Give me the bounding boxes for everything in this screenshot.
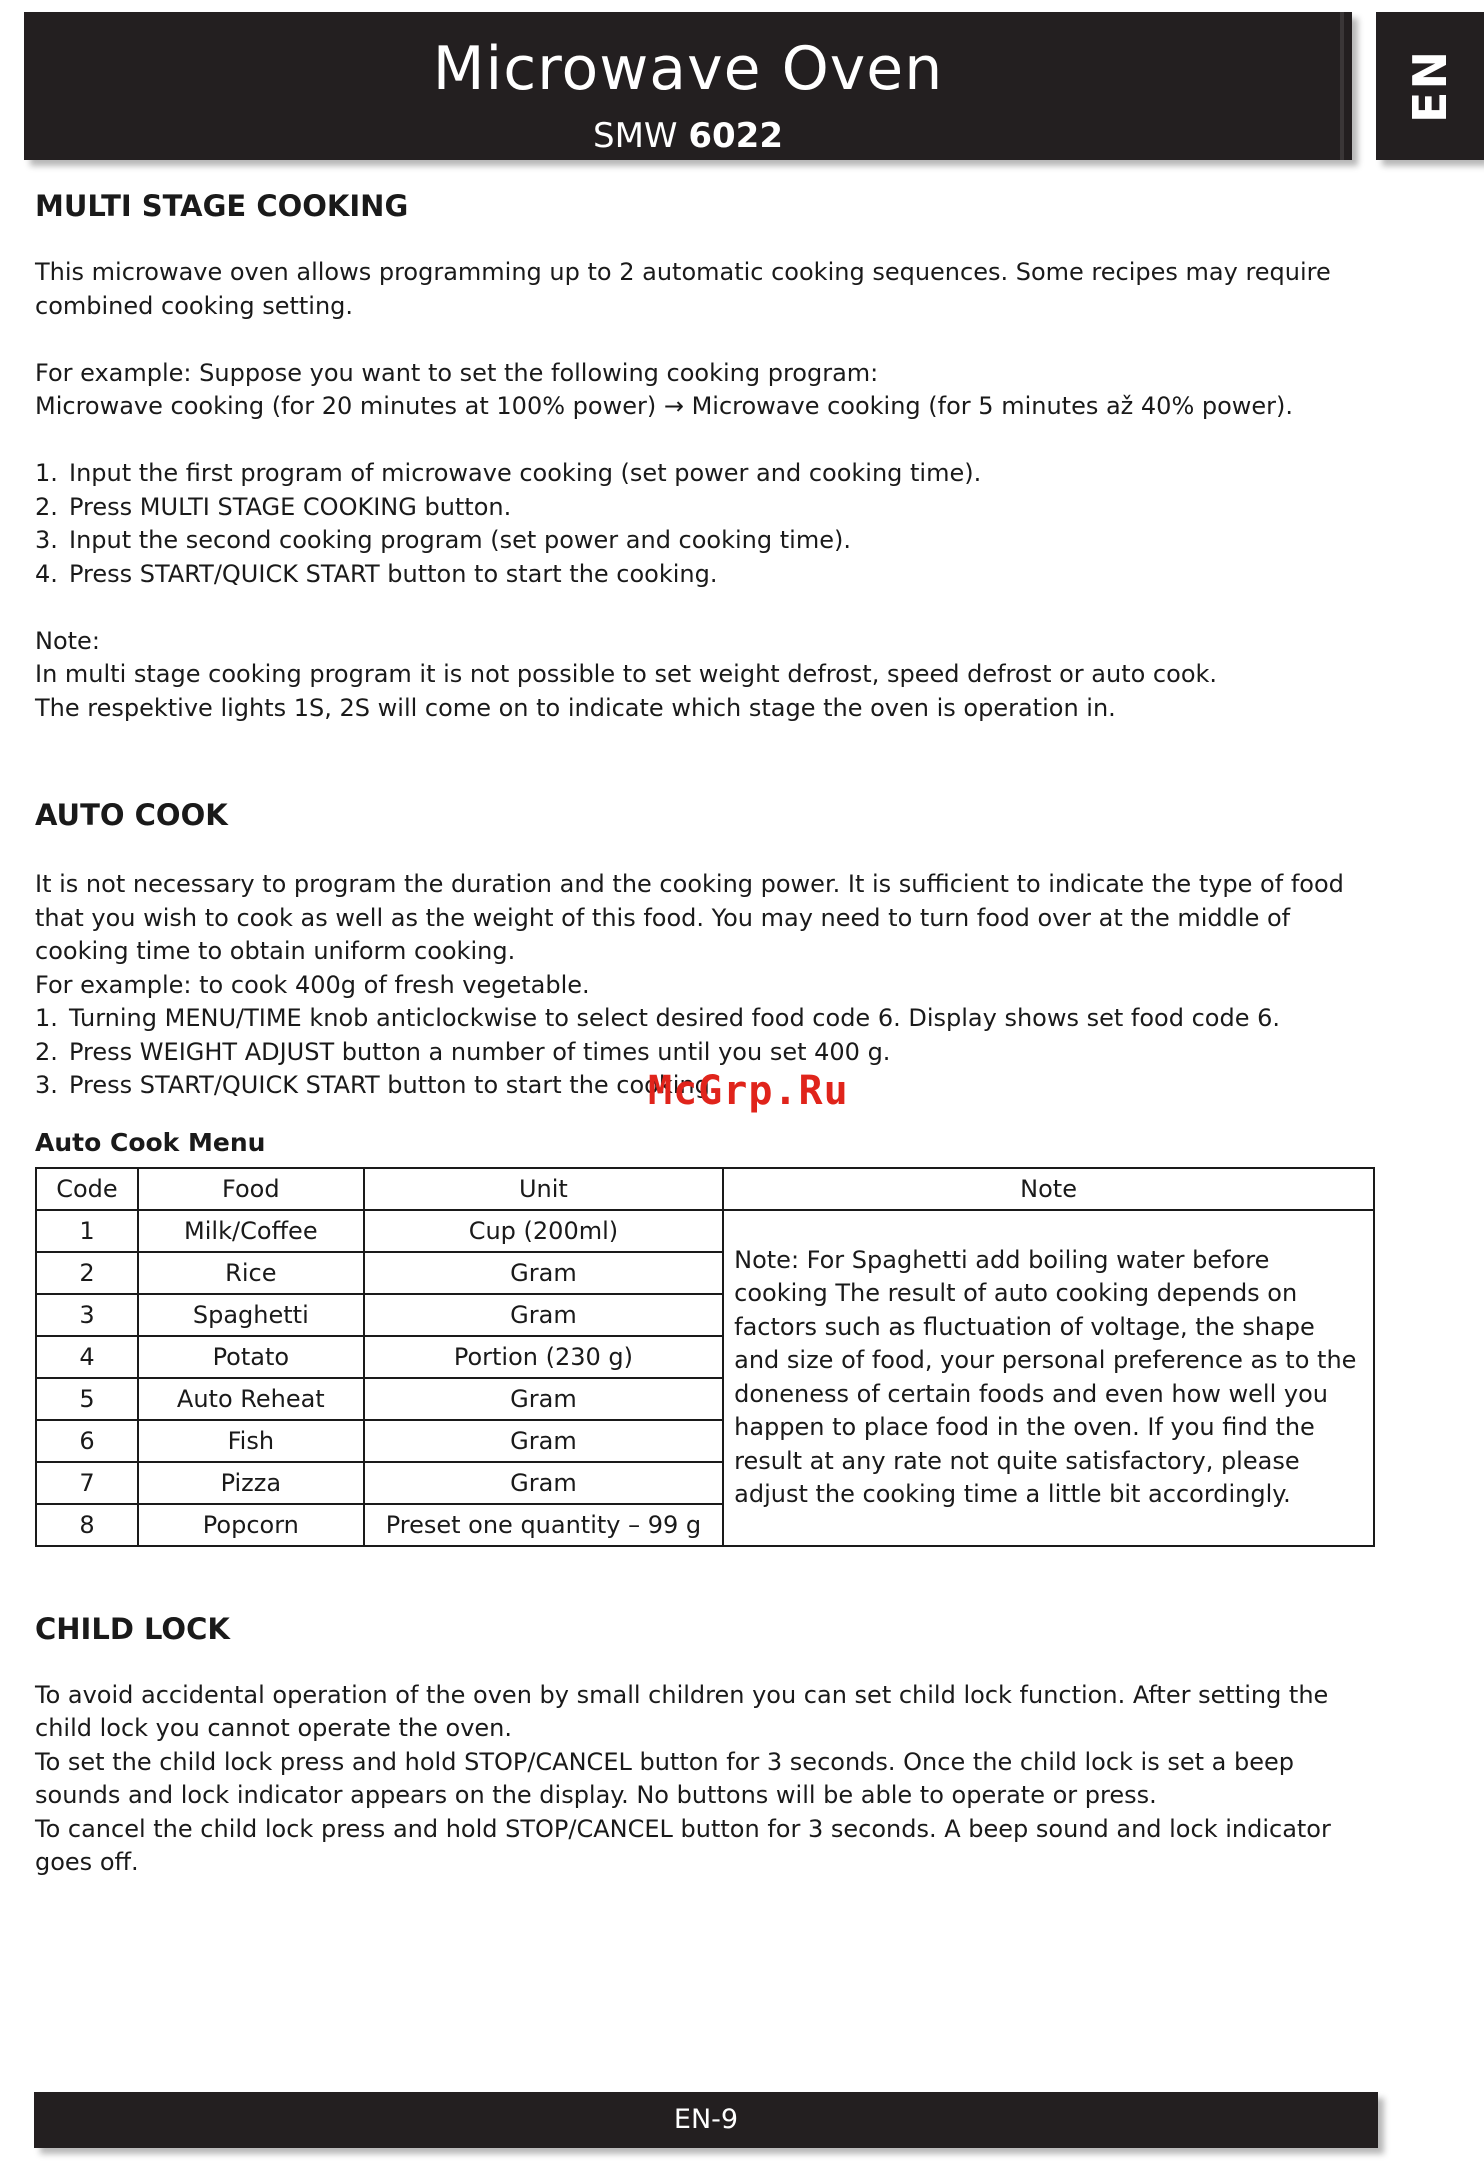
cell-code: 4 [36, 1336, 138, 1378]
document-title: Microwave Oven [432, 34, 944, 104]
multi-stage-note-label: Note: [35, 626, 100, 655]
cell-code: 1 [36, 1210, 138, 1252]
list-item: 1. Turning MENU/TIME knob anticlockwise to select desired food code 6. Display shows set food code 6. [35, 1004, 1280, 1032]
list-item: 2. Press MULTI STAGE COOKING button. [35, 492, 512, 521]
multi-stage-intro: This microwave oven allows programming up to 2 automatic cooking sequences. Some recipes may require combined cooking setting. [35, 258, 1331, 320]
cell-code: 2 [36, 1252, 138, 1294]
child-lock-para3: To cancel the child lock press and hold STOP/CANCEL button for 3 seconds. A beep sound and lock indicator goes off. [35, 1814, 1331, 1876]
auto-cook-table [35, 1167, 1375, 1547]
model-label [24, 116, 1352, 156]
cell-food: Auto Reheat [138, 1378, 364, 1420]
cell-food: Fish [138, 1420, 364, 1462]
column-header-unit: Unit [364, 1168, 723, 1210]
cell-unit: Portion (230 g) [364, 1336, 723, 1378]
multi-stage-example-line1: For example: Suppose you want to set the following cooking program: [35, 358, 879, 387]
page-number: EN-9 [673, 2104, 739, 2135]
cell-unit: Gram [364, 1462, 723, 1504]
language-label: EN [1403, 49, 1457, 123]
cell-code: 3 [36, 1294, 138, 1336]
list-item: 3. Input the second cooking program (set power and cooking time). [35, 526, 851, 554]
column-header-food: Food [138, 1168, 364, 1210]
table-row [36, 1210, 1374, 1252]
auto-cook-heading: AUTO COOK [35, 798, 228, 832]
page-content [35, 186, 1375, 1880]
cell-food: Spaghetti [138, 1294, 364, 1336]
multi-stage-heading: MULTI STAGE COOKING [35, 189, 409, 223]
cell-food: Rice [138, 1252, 364, 1294]
cell-food: Potato [138, 1336, 364, 1378]
cell-food: Pizza [138, 1462, 364, 1504]
list-item: 3. Press START/QUICK START button to start the cooking. [35, 1071, 718, 1099]
watermark: McGrp.Ru [648, 1068, 849, 1114]
multi-stage-steps [35, 457, 1375, 591]
cell-code: 6 [36, 1420, 138, 1462]
column-header-note: Note [723, 1168, 1374, 1210]
column-header-code: Code [36, 1168, 138, 1210]
cell-code: 7 [36, 1462, 138, 1504]
cell-food: Popcorn [138, 1504, 364, 1546]
multi-stage-note-line1: In multi stage cooking program it is not possible to set weight defrost, speed defrost or auto cook. [35, 660, 1218, 688]
child-lock-para2: To set the child lock press and hold STOP/CANCEL button for 3 seconds. Once the child lock is set a beep sounds and lock indicator appears on the display. No buttons will be able to operate or press. [35, 1747, 1294, 1809]
auto-cook-example: For example: to cook 400g of fresh vegetable. [35, 970, 590, 999]
model-number: 6022 [688, 116, 783, 156]
child-lock-para1: To avoid accidental operation of the oven by small children you can set child lock function. After setting the child lock you cannot operate the oven. [35, 1680, 1329, 1742]
page-footer [34, 2092, 1378, 2148]
cell-unit: Cup (200ml) [364, 1210, 723, 1252]
model-prefix: SMW [593, 116, 678, 156]
cell-unit: Preset one quantity – 99 g [364, 1504, 723, 1546]
list-item: 1. Input the first program of microwave cooking (set power and cooking time). [35, 459, 982, 487]
cell-code: 8 [36, 1504, 138, 1546]
auto-cook-intro: It is not necessary to program the duration and the cooking power. It is sufficient to indicate the type of food that you wish to cook as well as the weight of this food. You may need to turn food over at the middle of cooking time to obtain uniform cooking. [35, 870, 1344, 965]
language-tab [1376, 12, 1484, 160]
cell-code: 5 [36, 1378, 138, 1420]
list-item: 4. Press START/QUICK START button to start the cooking. [35, 559, 718, 588]
multi-stage-example-line2: Microwave cooking (for 20 minutes at 100% power) → Microwave cooking (for 5 minutes až 40% power). [35, 392, 1294, 420]
child-lock-heading: CHILD LOCK [35, 1611, 230, 1646]
page-header [24, 12, 1352, 160]
cell-unit: Gram [364, 1294, 723, 1336]
cell-unit: Gram [364, 1252, 723, 1294]
cell-unit: Gram [364, 1420, 723, 1462]
cell-food: Milk/Coffee [138, 1210, 364, 1252]
list-item: 2. Press WEIGHT ADJUST button a number of times until you set 400 g. [35, 1037, 891, 1066]
cell-unit: Gram [364, 1378, 723, 1420]
auto-cook-menu-title: Auto Cook Menu [35, 1127, 266, 1157]
multi-stage-note-line2: The respektive lights 1S, 2S will come on to indicate which stage the oven is operation in. [35, 693, 1116, 722]
table-header-row [36, 1168, 1374, 1210]
cell-note: Note: For Spaghetti add boiling water before cooking The result of auto cooking depends on factors such as fluctuation of voltage, the shape and size of food, your personal preference as to the doneness of certain foods and even how well you happen to place food in the oven. If you find the result at any rate not quite satisfactory, please adjust the cooking time a little bit accordingly. [723, 1210, 1374, 1546]
